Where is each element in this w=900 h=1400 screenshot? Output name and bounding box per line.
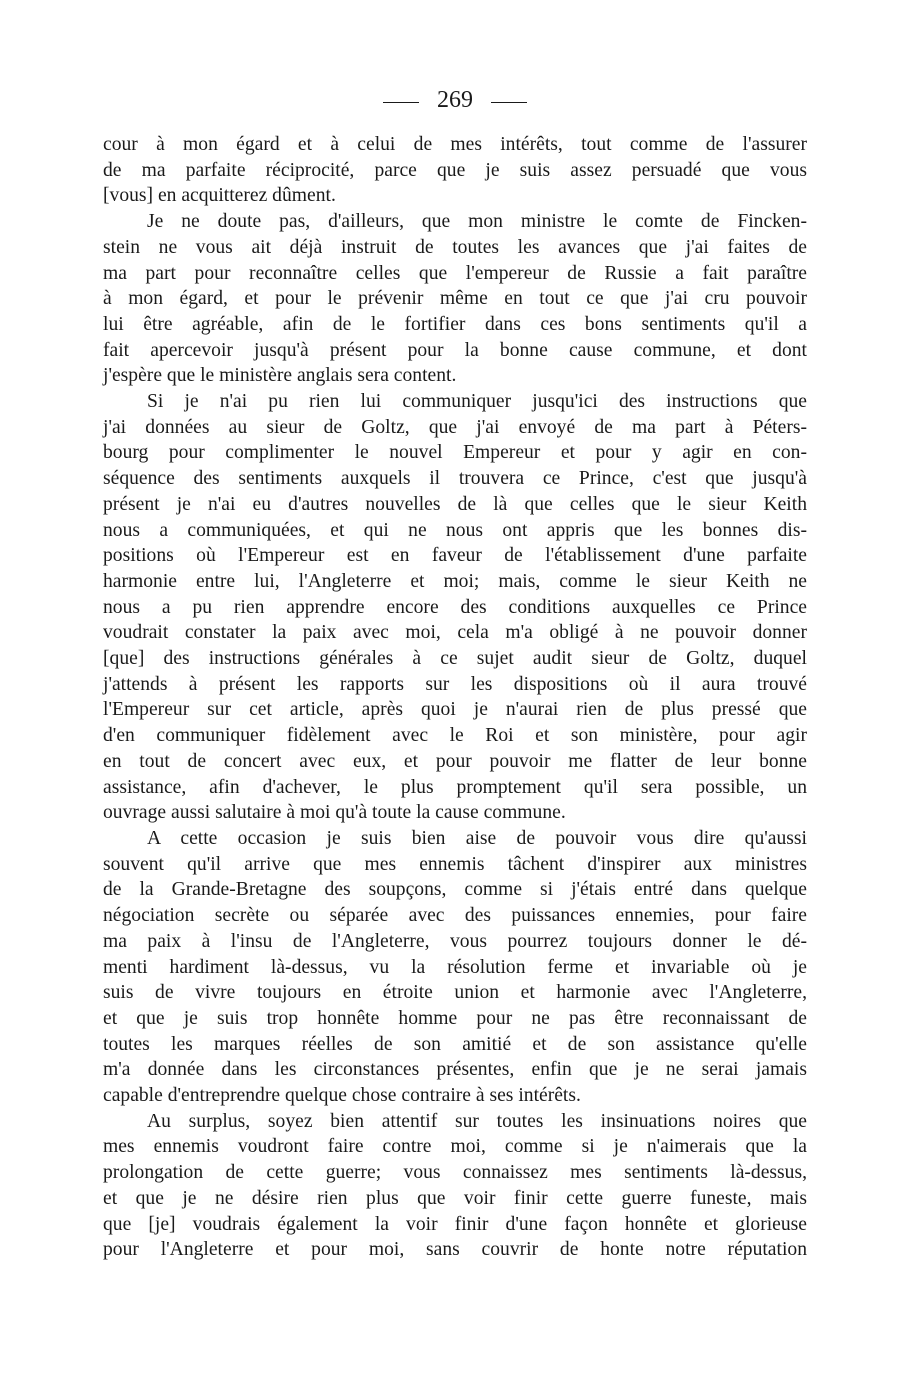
text-line: présent je n'ai eu d'autres nouvelles de là que celles que le sieur Keith: [103, 493, 807, 515]
paragraph: [103, 132, 807, 209]
text-line: Je ne doute pas, d'ailleurs, que mon ministre le comte de Fincken-: [147, 211, 807, 233]
text-line: j'espère que le ministère anglais sera content.: [103, 365, 457, 387]
text-line: harmonie entre lui, l'Angleterre et moi; mais, comme le sieur Keith ne: [103, 570, 807, 592]
paragraph: [103, 826, 807, 1109]
text-line: j'ai données au sieur de Goltz, que j'ai envoyé de ma part à Péters-: [103, 416, 807, 438]
text-line: pour l'Angleterre et pour moi, sans couvrir de honte notre réputation: [103, 1239, 807, 1261]
text-line: cour à mon égard et à celui de mes intérêts, tout comme de l'assurer: [103, 134, 807, 155]
text-line: lui être agréable, afin de le fortifier dans ces bons sentiments qu'il a: [103, 313, 807, 335]
text-line: nous a communiquées, et qui ne nous ont appris que les bonnes dis-: [103, 519, 807, 541]
page-number: 269: [437, 86, 473, 113]
text-line: suis de vivre toujours en étroite union et harmonie avec l'Angleterre,: [103, 982, 807, 1004]
text-line: l'Empereur sur cet article, après quoi je n'aurai rien de plus pressé que: [103, 699, 807, 721]
text-line: fait apercevoir jusqu'à présent pour la bonne cause commune, et dont: [103, 339, 807, 361]
text-line: A cette occasion je suis bien aise de pouvoir vous dire qu'aussi: [147, 827, 807, 849]
document-page: [103, 82, 807, 1263]
text-line: prolongation de cette guerre; vous connaissez mes sentiments là-dessus,: [103, 1162, 807, 1184]
text-line: positions où l'Empereur est en faveur de l'établissement d'une parfaite: [103, 545, 807, 567]
text-line: ma part pour reconnaître celles que l'empereur de Russie a fait paraître: [103, 262, 807, 284]
text-line: que [je] voudrais également la voir finir d'une façon honnête et glorieuse: [103, 1213, 807, 1235]
paragraph: [103, 389, 807, 826]
text-line: mes ennemis voudront faire contre moi, comme si je n'aimerais que la: [103, 1136, 807, 1158]
text-line: m'a donnée dans les circonstances présentes, enfin que je ne serai jamais: [103, 1059, 807, 1081]
text-line: Au surplus, soyez bien attentif sur toutes les insinuations noires que: [147, 1110, 807, 1132]
text-line: séquence des sentiments auxquels il trouvera ce Prince, c'est que jusqu'à: [103, 468, 807, 490]
text-line: assistance, afin d'achever, le plus promptement qu'il sera possible, un: [103, 776, 807, 798]
text-line: négociation secrète ou séparée avec des puissances ennemies, pour faire: [103, 905, 807, 927]
header-rule-right: [491, 102, 527, 103]
text-line: d'en communiquer fidèlement avec le Roi et son ministère, pour agir: [103, 725, 807, 747]
text-line: nous a pu rien apprendre encore des conditions auxquelles ce Prince: [103, 596, 807, 618]
header-rule-left: [383, 102, 419, 103]
text-line: et que je ne désire rien plus que voir finir cette guerre funeste, mais: [103, 1187, 807, 1209]
text-line: j'attends à présent les rapports sur les dispositions où il aura trouvé: [103, 673, 807, 695]
text-line: à mon égard, et pour le prévenir même en tout ce que j'ai cru pouvoir: [103, 288, 807, 310]
text-line: voudrait constater la paix avec moi, cela m'a obligé à ne pouvoir donner: [103, 622, 807, 644]
page-header: [103, 82, 807, 118]
body-text: [103, 132, 807, 1263]
text-line: de la Grande-Bretagne des soupçons, comme si j'étais entré dans quelque: [103, 879, 807, 901]
text-line: de ma parfaite réciprocité, parce que je suis assez persuadé que vous: [103, 159, 807, 181]
text-line: en tout de concert avec eux, et pour pouvoir me flatter de leur bonne: [103, 750, 807, 772]
paragraph: [103, 1109, 807, 1263]
text-line: [que] des instructions générales à ce sujet audit sieur de Goltz, duquel: [103, 648, 807, 670]
text-line: bourg pour complimenter le nouvel Empereur et pour y agir en con-: [103, 442, 807, 464]
text-line: capable d'entreprendre quelque chose contraire à ses intérêts.: [103, 1085, 581, 1107]
text-line: ouvrage aussi salutaire à moi qu'à toute la cause commune.: [103, 802, 566, 824]
text-line: Si je n'ai pu rien lui communiquer jusqu'ici des instructions que: [147, 391, 807, 413]
text-line: souvent qu'il arrive que mes ennemis tâchent d'inspirer aux ministres: [103, 853, 807, 875]
text-line: ma paix à l'insu de l'Angleterre, vous pourrez toujours donner le dé-: [103, 930, 807, 952]
text-line: menti hardiment là-dessus, vu la résolution ferme et invariable où je: [103, 956, 807, 978]
text-line: [vous] en acquitterez dûment.: [103, 185, 336, 207]
paragraph: [103, 209, 807, 389]
text-line: toutes les marques réelles de son amitié et de son assistance qu'elle: [103, 1033, 807, 1055]
text-line: et que je suis trop honnête homme pour ne pas être reconnaissant de: [103, 1007, 807, 1029]
text-line: stein ne vous ait déjà instruit de toutes les avances que j'ai faites de: [103, 236, 807, 258]
